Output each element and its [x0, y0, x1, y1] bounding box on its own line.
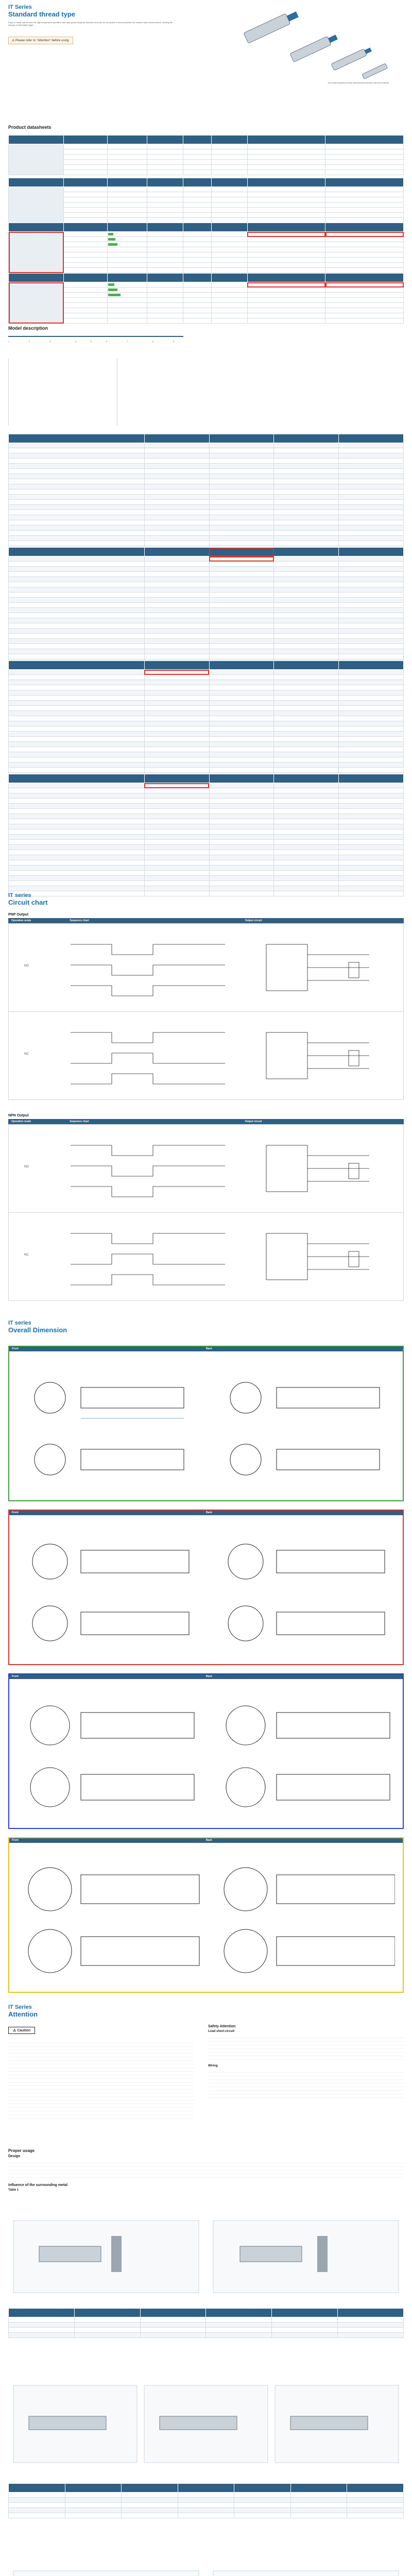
caution-text-block [8, 2039, 194, 2122]
back-label-2: Back [206, 1511, 212, 1514]
caution-box [8, 2027, 35, 2034]
model-code-4: 4 [75, 340, 77, 343]
model-code-row [8, 334, 404, 354]
notice-text: Please refer to "Attention" before using. [15, 39, 70, 42]
npn-col-operation: Operation mode [11, 1120, 31, 1123]
attention-series-label: IT Series [8, 2004, 32, 2010]
design-text [8, 2160, 404, 2180]
caution-block [8, 2025, 194, 2128]
attention-notice[interactable] [8, 37, 73, 44]
model-code-3: 3 [49, 340, 51, 343]
influence-diagram-set [8, 2215, 404, 2298]
model-description-section [8, 326, 404, 429]
dimension-frame-yellow [8, 1837, 404, 1993]
spec-table-1 [8, 434, 404, 540]
overall-series-label: IT series [8, 1320, 31, 1326]
caution-warning-icon: ⚠ [13, 2029, 18, 2032]
model-code-8: 8 [152, 340, 154, 343]
dimension-frame-blue [8, 1673, 404, 1829]
dimension-panel-3 [8, 1673, 404, 1828]
npn-header-bar [8, 1119, 404, 1124]
npn-nc-sequence-chart [71, 1223, 235, 1290]
back-drawing-1 [215, 1362, 395, 1490]
pnp-nc-sequence-chart [71, 1022, 235, 1089]
dimension-frame-red [8, 1510, 404, 1665]
model-legend [8, 359, 404, 426]
npn-col-sequence: Sequence chart [70, 1120, 89, 1123]
npn-nc-row [8, 1213, 404, 1301]
load-short-heading: Load short-circuit [208, 2030, 235, 2033]
pnp-nc-circuit-diagram [256, 1022, 390, 1089]
safety-heading: Safety Attention [208, 2025, 236, 2028]
datasheet-table-4 [8, 273, 404, 317]
pnp-col-operation: Operation mode [11, 919, 31, 922]
dimension-header-1 [9, 1346, 403, 1351]
circuit-series-label: IT series [8, 892, 31, 899]
circuit-heading [8, 892, 404, 908]
datasheets-heading: Product datasheets [8, 125, 52, 130]
table1-heading: Table 1 [8, 2189, 19, 2192]
attention-content [8, 2025, 404, 2138]
spacing-diagrams [8, 2566, 404, 2576]
front-drawing-2 [19, 1526, 204, 1654]
design-heading: Design [8, 2155, 21, 2158]
attention-title: Attention [8, 2010, 38, 2018]
proper-usage-heading: Proper usage [8, 2148, 35, 2153]
front-drawing-4 [19, 1853, 204, 1982]
back-drawing-2 [215, 1526, 395, 1654]
pnp-header-bar [8, 918, 404, 923]
back-drawing-4 [215, 1853, 395, 1982]
intro-text: Easy to install, can be used for high temperature operation and high speed response detection and can be connected to meet protection for various harsh environments, sensing the change of detectable target. [8, 21, 173, 26]
model-code-9: 9 [173, 340, 175, 343]
safety-block [208, 2025, 404, 2128]
load-short-text [208, 2035, 404, 2060]
front-label-4: Front [12, 1839, 19, 1842]
datasheet-table-3 [8, 223, 404, 266]
circuit-title: Circuit chart [8, 899, 48, 906]
series-label: IT Series [8, 4, 32, 10]
spec-table-3 [8, 660, 404, 767]
product-caption: The metal head/rear ferrule performance prevents dirt and moisture [328, 81, 389, 84]
attention-heading [8, 2004, 404, 2020]
page-title: Standard thread type [8, 10, 76, 18]
overall-title: Overall Dimension [8, 1326, 67, 1334]
product-image [225, 4, 400, 81]
mounting-diagram-set [8, 2380, 404, 2468]
dimension-panel-1 [8, 1346, 404, 1500]
back-label-4: Back [206, 1839, 212, 1842]
pnp-col-sequence: Sequence chart [70, 919, 89, 922]
pnp-col-circuit: Output circuit [245, 919, 262, 922]
npn-no-row [8, 1124, 404, 1213]
header-section [8, 4, 404, 102]
mounting-diagrams [8, 2380, 404, 2473]
model-legend-left [8, 359, 96, 426]
model-code-2: 2 [29, 340, 30, 343]
influence-heading: Influence of the surrounding metal [8, 2183, 68, 2187]
npn-no-label: NO [24, 1165, 29, 1168]
pnp-output-heading: PNP Output [8, 913, 29, 917]
dimension-panel-2 [8, 1510, 404, 1664]
wiring-heading: Wiring [208, 2064, 218, 2067]
back-label-1: Back [206, 1347, 212, 1350]
model-code-6: 6 [106, 340, 108, 343]
npn-no-sequence-chart [71, 1135, 235, 1202]
front-label-3: Front [12, 1675, 19, 1678]
npn-nc-circuit-diagram [256, 1223, 390, 1290]
dimension-header-4 [9, 1838, 403, 1843]
npn-output-heading: NPN Output [8, 1114, 29, 1117]
influence-table-1 [8, 2308, 404, 2370]
pnp-no-circuit-diagram [256, 934, 390, 1001]
pnp-no-sequence-chart [71, 934, 235, 1001]
back-label-3: Back [206, 1675, 212, 1678]
dimension-panel-4 [8, 1837, 404, 1992]
back-drawing-3 [215, 1689, 395, 1818]
front-label-1: Front [12, 1347, 19, 1350]
front-drawing-1 [19, 1362, 204, 1490]
npn-nc-label: NC [24, 1253, 29, 1257]
model-code-5: 5 [91, 340, 92, 343]
dimension-header-3 [9, 1674, 403, 1679]
dimension-header-2 [9, 1510, 403, 1515]
model-code-1: 1 [8, 340, 10, 343]
datasheets-section [8, 125, 404, 131]
spacing-diagram-set [8, 2566, 404, 2576]
influence-table-2 [8, 2483, 404, 2555]
pnp-nc-row [8, 1012, 404, 1100]
model-legend-right [117, 359, 205, 426]
datasheet-table-1 [8, 135, 404, 171]
proper-usage-section [8, 2148, 404, 2210]
npn-no-circuit-diagram [256, 1135, 390, 1202]
dimension-frame-green [8, 1346, 404, 1501]
front-label-2: Front [12, 1511, 19, 1514]
pnp-no-row [8, 923, 404, 1012]
caution-label: Caution [17, 2029, 31, 2032]
wiring-text [208, 2069, 404, 2100]
model-code-7: 7 [127, 340, 128, 343]
front-drawing-3 [19, 1689, 204, 1818]
spec-table-2 [8, 547, 404, 653]
datasheet-table-2 [8, 178, 404, 216]
warning-icon: ⚠ [12, 39, 16, 42]
influence-diagrams [8, 2215, 404, 2303]
model-description-heading: Model description [8, 326, 48, 331]
spec-table-4 [8, 774, 404, 880]
overall-heading [8, 1320, 404, 1335]
pnp-no-label: NO [24, 964, 29, 968]
pnp-output-section [8, 913, 404, 1109]
pnp-nc-label: NC [24, 1053, 29, 1056]
npn-col-circuit: Output circuit [245, 1120, 262, 1123]
npn-output-section [8, 1114, 404, 1310]
